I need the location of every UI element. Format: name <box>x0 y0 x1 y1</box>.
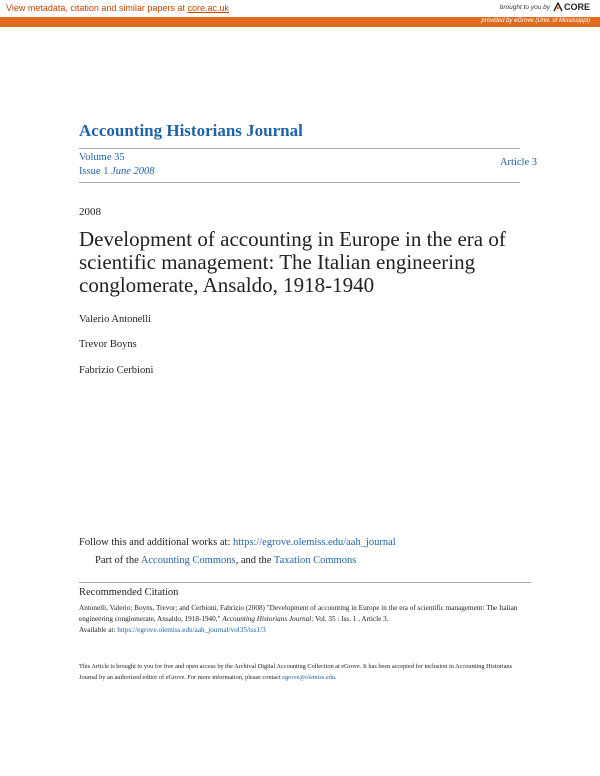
volume-link[interactable]: Volume 35 <box>79 152 125 163</box>
footer-end: . <box>335 674 337 681</box>
core-brought-by <box>500 2 590 12</box>
follow-label: Follow this and additional works at: <box>79 537 231 548</box>
citation-journal: Accounting Historians Journal <box>222 615 312 623</box>
volume-issue-block <box>79 151 155 179</box>
citation-link[interactable]: https://egrove.olemiss.edu/aah_journal/vol35/iss1/3 <box>117 626 266 634</box>
access-footer <box>79 661 524 683</box>
core-metadata-text <box>6 3 229 13</box>
author-3: Fabrizio Cerbioni <box>79 365 154 376</box>
paper-title: Development of accounting in Europe in the era of scientific management: The Italian engineering conglomerate, Ansaldo, 1918-1940 <box>79 227 506 297</box>
part-of-line <box>95 555 356 566</box>
journal-repository-link[interactable]: https://egrove.olemiss.edu/aah_journal <box>233 537 396 548</box>
journal-title[interactable]: Accounting Historians Journal <box>79 121 303 140</box>
part-of-middle: , and the <box>235 555 272 566</box>
citation-body: Antonelli, Valerio; Boyns, Trevor; and Cerbioni, Fabrizio (2008) "Development of accounting in Europe in the era of scientific management: The Italian engineering conglomerate, Ansaldo, 1918-1940," <box>79 604 518 623</box>
core-logo-label: CORE <box>563 2 590 12</box>
accounting-commons-link[interactable]: Accounting Commons <box>140 555 236 566</box>
publication-year: 2008 <box>79 206 101 218</box>
author-1: Valerio Antonelli <box>79 314 152 325</box>
citation-divider <box>79 582 531 583</box>
citation-text <box>79 603 519 636</box>
follow-line <box>79 537 396 548</box>
brought-to-you-label: brought to you by <box>499 3 550 11</box>
contact-email-link[interactable]: egrove@olemiss.edu <box>282 674 336 681</box>
taxation-commons-link[interactable]: Taxation Commons <box>273 555 357 566</box>
core-logo[interactable] <box>553 2 590 12</box>
issue-date: June 2008 <box>111 166 155 177</box>
core-link[interactable]: core.ac.uk <box>187 3 229 13</box>
provided-by-text: provided by eGrove (Univ. of Mississippi) <box>481 18 590 24</box>
author-2: Trevor Boyns <box>79 339 137 350</box>
citation-volume: : Vol. 35 : Iss. 1 , Article 3. <box>311 615 389 623</box>
divider-bottom <box>79 182 520 183</box>
issue-link[interactable]: Issue 1 June 2008 <box>79 166 155 177</box>
core-logo-icon <box>553 2 563 12</box>
part-of-prefix: Part of the <box>95 555 139 566</box>
provider-bar <box>0 17 600 27</box>
recommended-citation-heading: Recommended Citation <box>79 587 179 598</box>
divider-top <box>79 148 520 149</box>
available-label: Available at: <box>79 626 116 634</box>
footer-text: This Article is brought to you for free and open access by the Archival Digital Accounting Collection at eGrove. It has been accepted for inclusion in Accounting Historians Journal by an authorized editor of eGrove. For more information, please contact <box>79 663 512 681</box>
article-number[interactable]: Article 3 <box>499 157 537 168</box>
core-metadata-label: View metadata, citation and similar papers at <box>6 3 185 13</box>
core-top-bar <box>0 0 600 18</box>
